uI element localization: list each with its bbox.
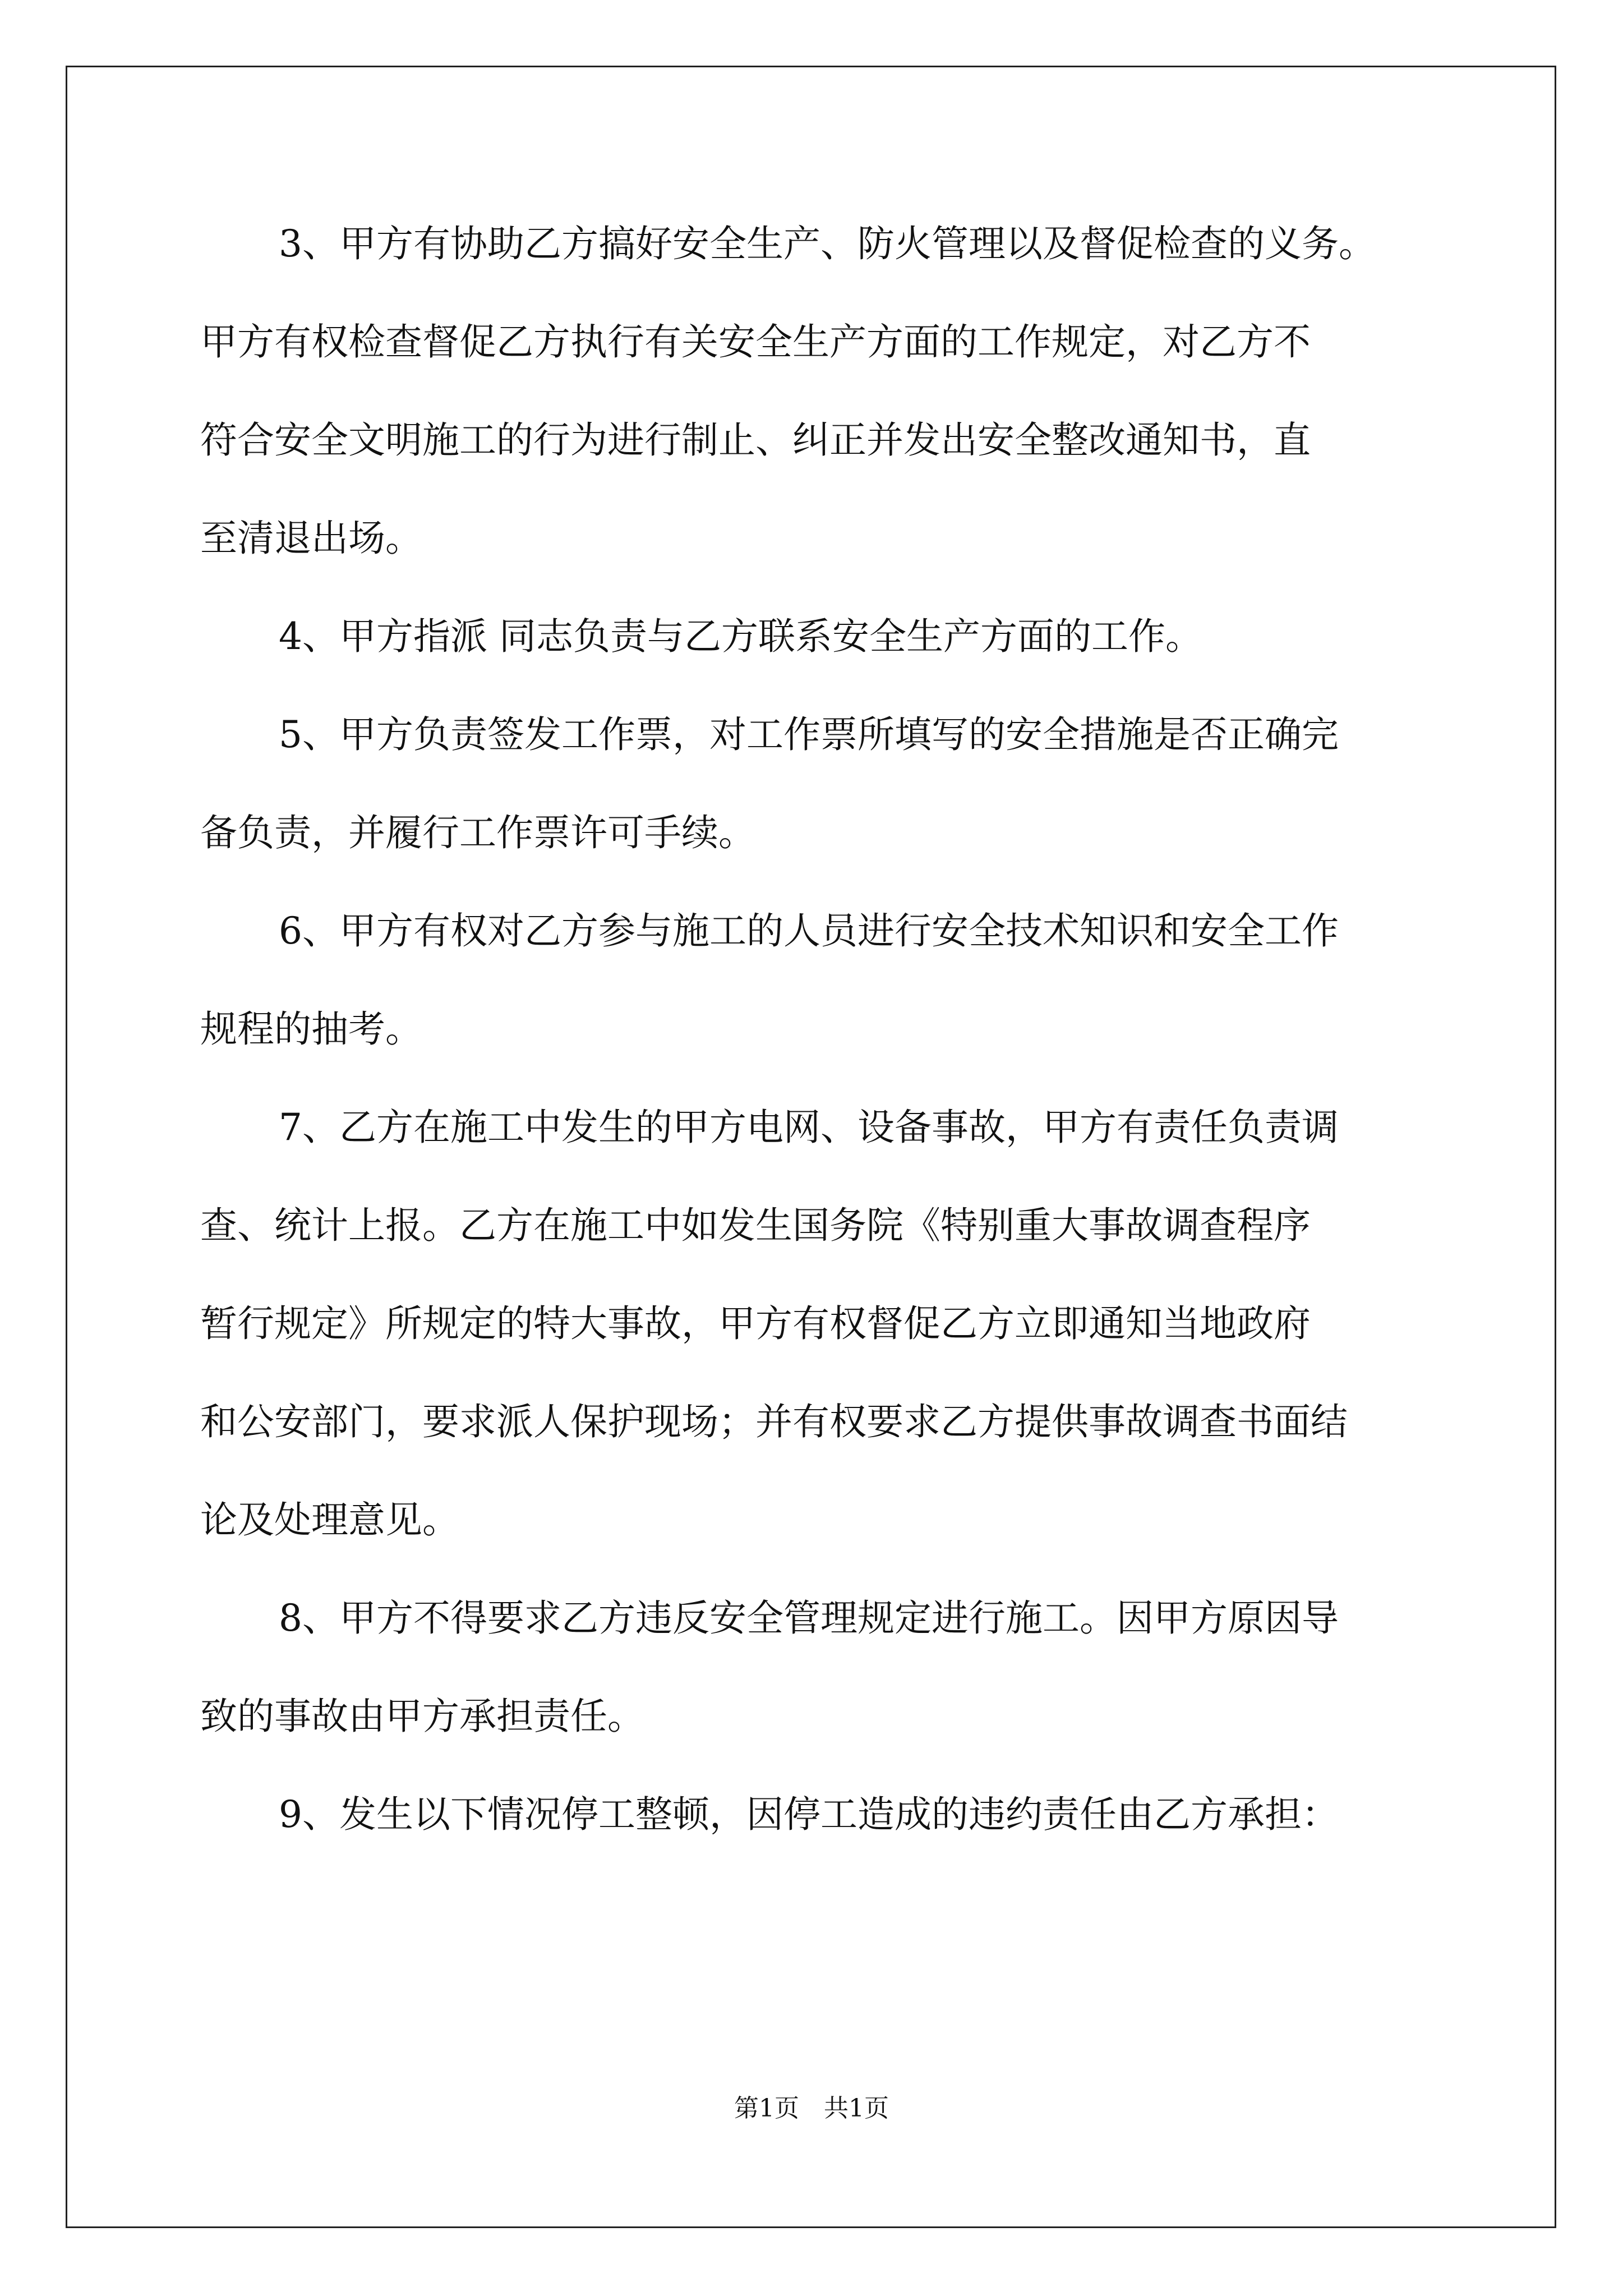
paragraph-6-line-1: 6、甲方有权对乙方参与施工的人员进行安全技术知识和安全工作 (279, 909, 1339, 953)
paragraph-5-line-2: 备负责，并履行工作票许可手续。 (200, 811, 755, 854)
paragraph-5-line-1: 5、甲方负责签发工作票，对工作票所填写的安全措施是否正确完 (279, 713, 1339, 756)
paragraph-7-line-4: 和公安部门，要求派人保护现场；并有权要求乙方提供事故调查书面结 (200, 1400, 1348, 1443)
paragraph-7-line-5: 论及处理意见。 (200, 1498, 459, 1542)
paragraph-8-line-2: 致的事故由甲方承担责任。 (200, 1695, 644, 1738)
paragraph-3-line-3: 符合安全文明施工的行为进行制止、纠正并发出安全整改通知书，直 (200, 418, 1311, 462)
paragraph-8-line-1: 8、甲方不得要求乙方违反安全管理规定进行施工。因甲方原因导 (279, 1596, 1339, 1640)
paragraph-7-line-1: 7、乙方在施工中发生的甲方电网、设备事故，甲方有责任负责调 (279, 1106, 1339, 1149)
paragraph-7-line-3: 暂行规定》所规定的特大事故，甲方有权督促乙方立即通知当地政府 (200, 1302, 1311, 1345)
paragraph-9-line-1: 9、发生以下情况停工整顿，因停工造成的违约责任由乙方承担： (279, 1793, 1339, 1836)
paragraph-3-line-2: 甲方有权检查督促乙方执行有关安全生产方面的工作规定，对乙方不 (200, 320, 1311, 364)
paragraph-6-line-2: 规程的抽考。 (200, 1007, 422, 1051)
paragraph-3-line-4: 至清退出场。 (200, 517, 422, 560)
paragraph-3-line-1: 3、甲方有协助乙方搞好安全生产、防火管理以及督促检查的义务。 (279, 222, 1376, 265)
paragraph-4-line-1: 4、甲方指派 同志负责与乙方联系安全生产方面的工作。 (279, 615, 1202, 658)
page-number-footer: 第1页 共1页 (734, 2094, 889, 2123)
paragraph-7-line-2: 查、统计上报。乙方在施工中如发生国务院《特别重大事故调查程序 (200, 1204, 1311, 1247)
